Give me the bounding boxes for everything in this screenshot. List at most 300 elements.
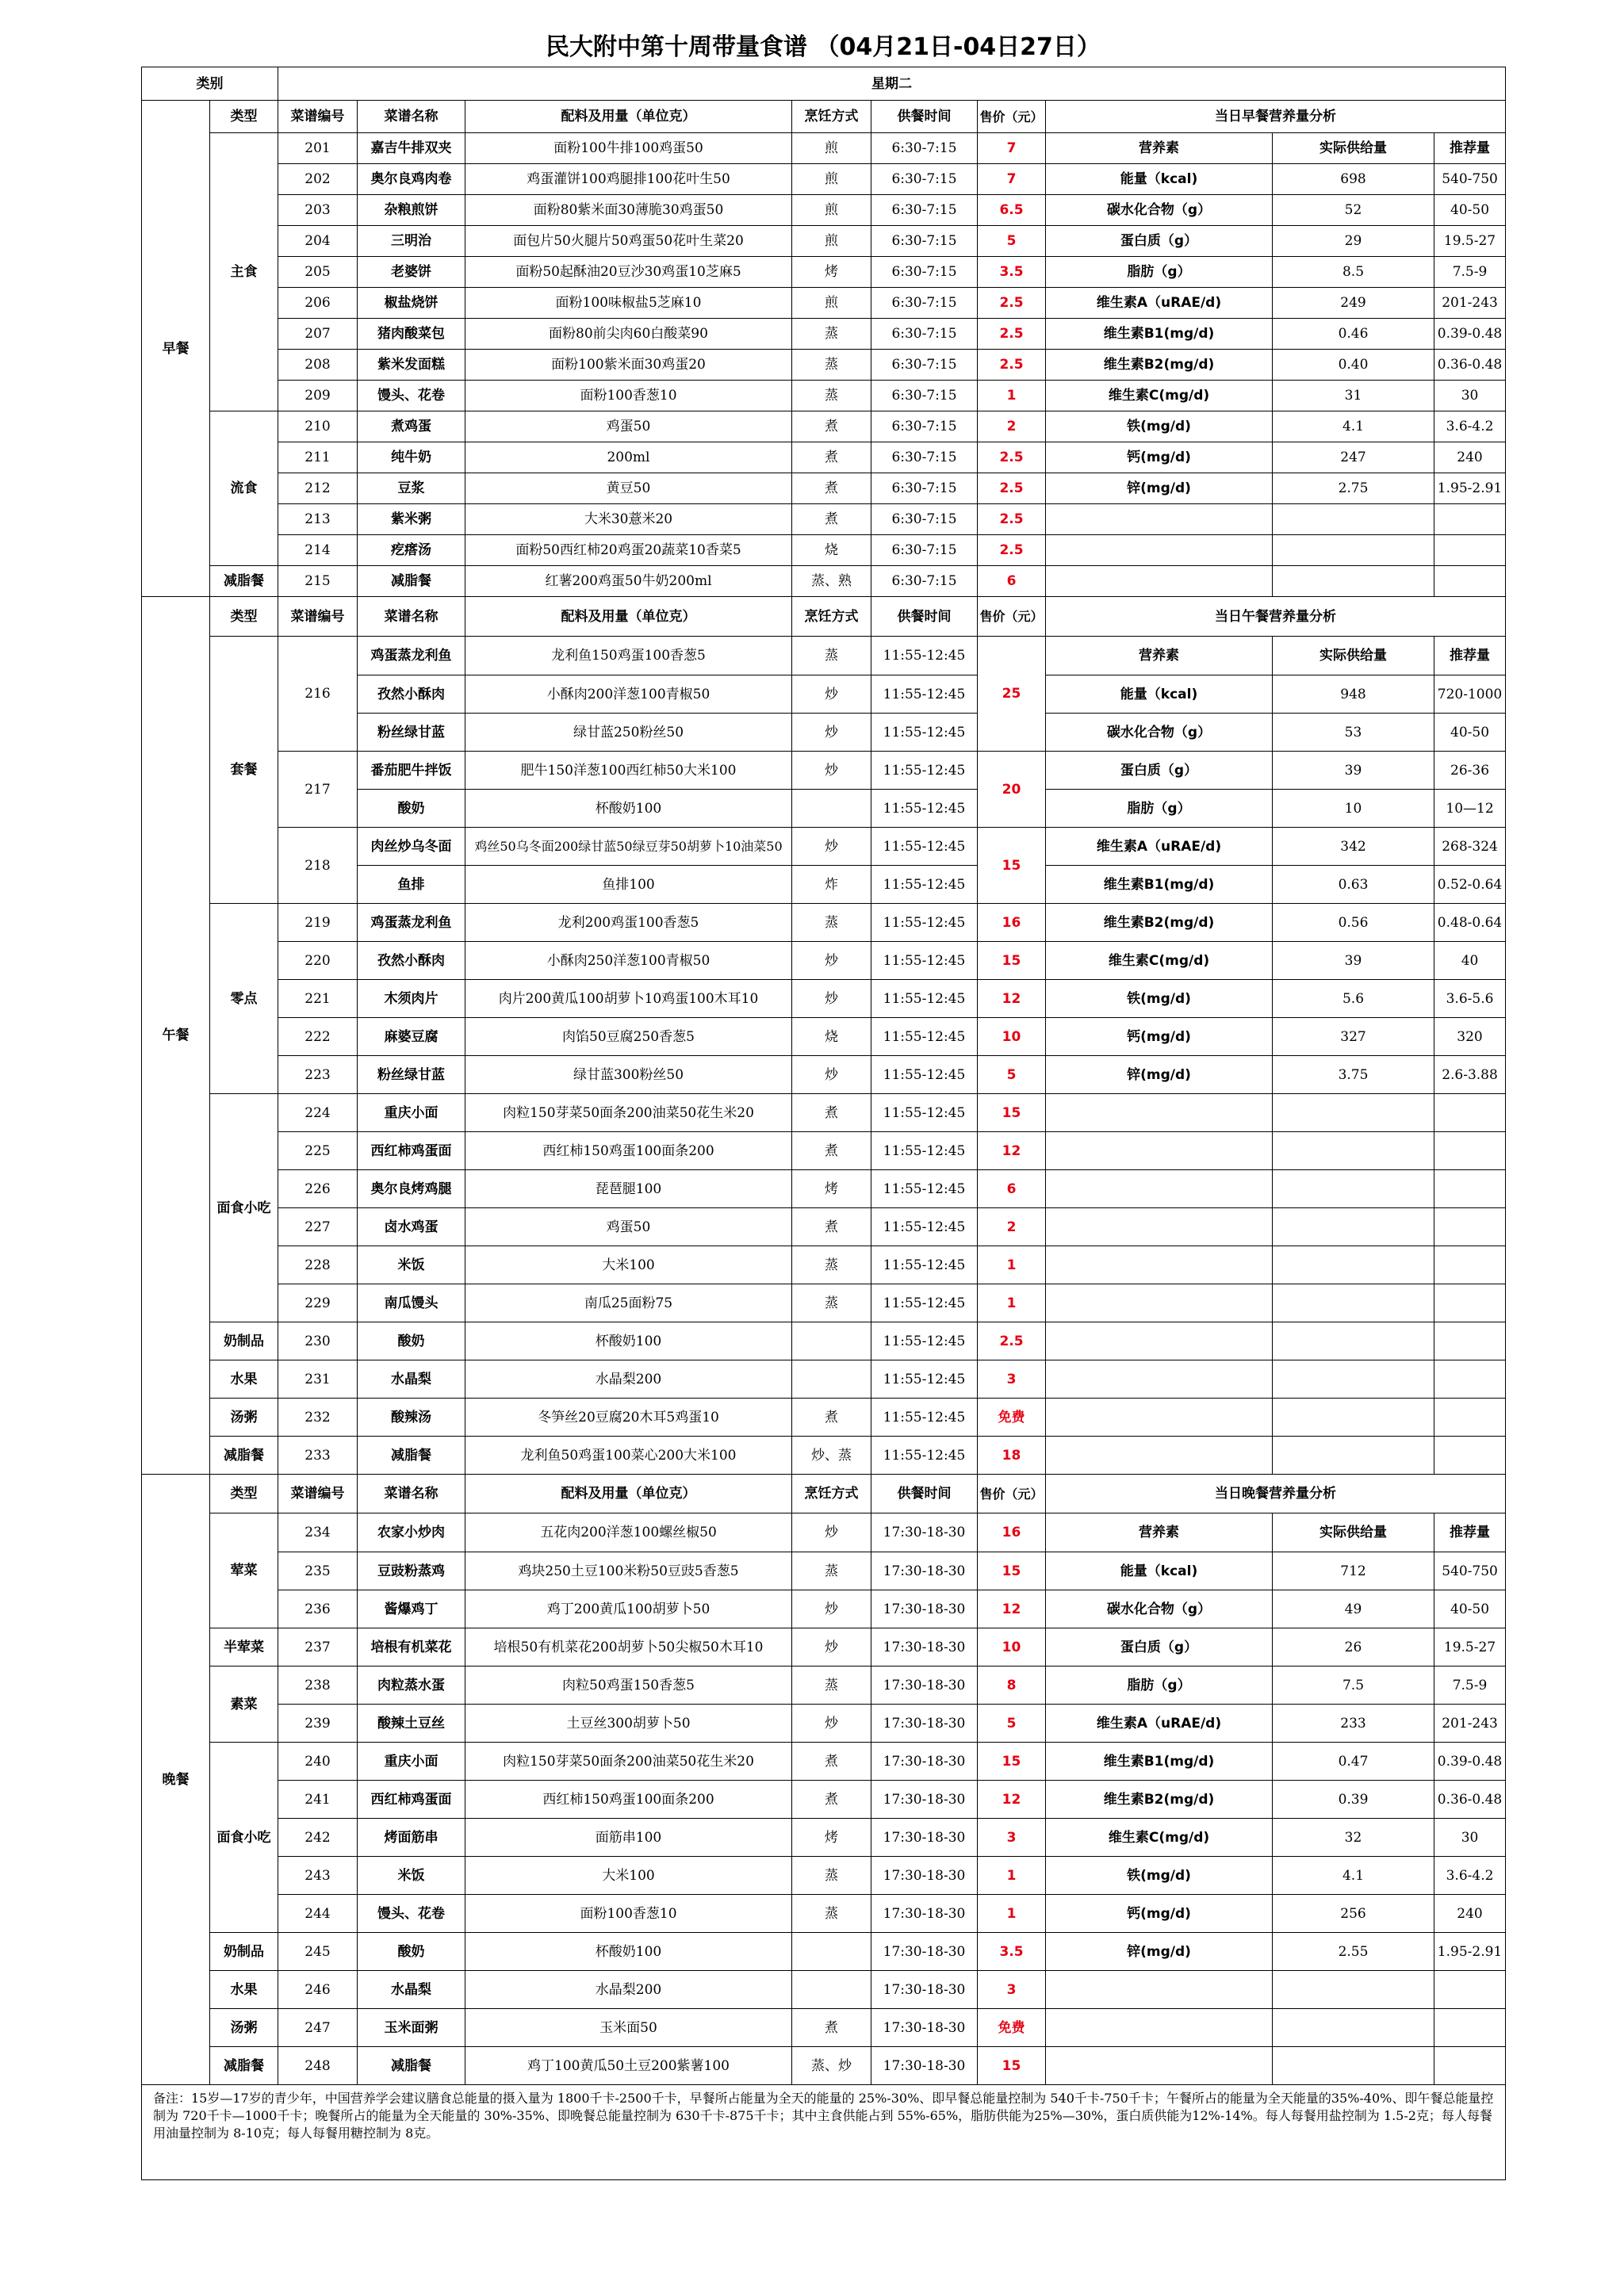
dish-code: 231 [278,1360,358,1399]
dish-name: 馒头、花卷 [358,381,465,411]
nutrient-name: 锌(mg/d) [1046,1933,1273,1971]
dish-name: 粉丝绿甘蓝 [358,1056,465,1094]
dish-ingredients: 鸡块250土豆100米粉50豆豉5香葱5 [465,1552,792,1590]
dish-ingredients: 西红柿150鸡蛋100面条200 [465,1132,792,1170]
dish-price: 6 [978,566,1046,597]
cooking-method: 蒸、炒 [792,2047,871,2085]
nutrient-name: 维生素C(mg/d) [1046,381,1273,411]
table-row [142,597,1506,637]
dish-ingredients: 鱼排100 [465,866,792,904]
dish-name: 米饭 [358,1857,465,1895]
dish-ingredients: 面包片50火腿片50鸡蛋50花叶生菜20 [465,226,792,257]
table-row [142,535,1506,566]
table-cell [1046,1971,1273,2009]
column-header-time: 供餐时间 [871,101,978,133]
dish-name: 鸡蛋蒸龙利鱼 [358,904,465,942]
nutrient-name: 钙(mg/d) [1046,1895,1273,1933]
cooking-method: 蒸 [792,319,871,350]
dish-code: 235 [278,1552,358,1590]
nutrient-actual: 29 [1273,226,1434,257]
column-header-price: 售价（元） [978,597,1046,637]
cooking-method: 炒 [792,1513,871,1552]
dish-price: 2 [978,411,1046,442]
table-row [142,1971,1506,2009]
cooking-method: 蒸 [792,1667,871,1705]
table-cell [1434,1322,1506,1360]
nutrient-name: 脂肪（g） [1046,257,1273,288]
table-cell [1273,1132,1434,1170]
column-header-price: 售价（元） [978,101,1046,133]
dish-name: 重庆小面 [358,1743,465,1781]
dish-ingredients: 鸡蛋50 [465,1208,792,1246]
nutrient-name: 维生素C(mg/d) [1046,942,1273,980]
dish-name: 孜然小酥肉 [358,942,465,980]
serving-time: 17:30-18-30 [871,2047,978,2085]
table-cell [1434,1284,1506,1322]
dish-ingredients: 大米30薏米20 [465,504,792,535]
cooking-method: 炒 [792,1628,871,1667]
table-cell [1273,1170,1434,1208]
dish-ingredients: 鸡蛋灌饼100鸡腿排100花叶生50 [465,164,792,195]
nutrient-recommended: 320 [1434,1018,1506,1056]
dish-code: 233 [278,1437,358,1475]
dish-code: 247 [278,2009,358,2047]
dish-ingredients: 五花肉200洋葱100螺丝椒50 [465,1513,792,1552]
nutrient-name: 铁(mg/d) [1046,980,1273,1018]
dish-ingredients: 面粉100味椒盐5芝麻10 [465,288,792,319]
nutrient-name: 能量（kcal) [1046,1552,1273,1590]
nutrient-name: 维生素B1(mg/d) [1046,1743,1273,1781]
dish-ingredients: 面粉50西红柿20鸡蛋20蔬菜10香菜5 [465,535,792,566]
table-cell [1434,2009,1506,2047]
nutrient-actual: 32 [1273,1819,1434,1857]
table-row [142,2047,1506,2085]
table-row [142,942,1506,980]
dish-ingredients: 琵琶腿100 [465,1170,792,1208]
nutrient-recommended: 1.95-2.91 [1434,1933,1506,1971]
dish-code: 214 [278,535,358,566]
dish-price: 10 [978,1018,1046,1056]
nutrient-recommended: 0.48-0.64 [1434,904,1506,942]
serving-time: 17:30-18-30 [871,1743,978,1781]
nutrient-name: 脂肪（g） [1046,790,1273,828]
nutrient-name: 维生素B2(mg/d) [1046,350,1273,381]
nutrient-actual: 8.5 [1273,257,1434,288]
serving-time: 11:55-12:45 [871,1094,978,1132]
dish-code: 226 [278,1170,358,1208]
dish-name: 纯牛奶 [358,442,465,473]
table-row [142,288,1506,319]
dish-type: 主食 [210,133,278,411]
dish-code: 227 [278,1208,358,1246]
table-cell [1434,1170,1506,1208]
serving-time: 6:30-7:15 [871,164,978,195]
nutrient-recommended: 240 [1434,442,1506,473]
nutrient-actual: 249 [1273,288,1434,319]
nutrient-actual: 0.63 [1273,866,1434,904]
table-row [142,828,1506,866]
cooking-method: 煮 [792,1399,871,1437]
cooking-method: 煎 [792,226,871,257]
table-row [142,1552,1506,1590]
table-row [142,164,1506,195]
nutrient-name: 蛋白质（g） [1046,1628,1273,1667]
dish-ingredients: 肉粒150芽菜50面条200油菜50花生米20 [465,1094,792,1132]
cooking-method [792,1971,871,2009]
nutrient-name: 维生素B1(mg/d) [1046,866,1273,904]
nutrient-actual: 52 [1273,195,1434,226]
dish-name: 西红柿鸡蛋面 [358,1132,465,1170]
nutrient-name: 钙(mg/d) [1046,1018,1273,1056]
actual-header: 实际供给量 [1273,637,1434,675]
column-header-time: 供餐时间 [871,1475,978,1513]
nutrient-actual: 39 [1273,752,1434,790]
table-row [142,1590,1506,1628]
table-cell [1434,535,1506,566]
nutrient-name: 维生素B2(mg/d) [1046,1781,1273,1819]
dish-code: 220 [278,942,358,980]
table-cell [1273,1399,1434,1437]
recommended-header: 推荐量 [1434,133,1506,164]
dish-code: 238 [278,1667,358,1705]
cooking-method: 炸 [792,866,871,904]
dish-ingredients: 面粉100香葱10 [465,381,792,411]
analysis-title: 当日晚餐营养量分析 [1046,1475,1506,1513]
nutrient-actual: 49 [1273,1590,1434,1628]
nutrient-recommended: 40-50 [1434,714,1506,752]
cooking-method: 烤 [792,257,871,288]
table-row [142,1399,1506,1437]
table-row [142,1170,1506,1208]
dish-price: 6 [978,1170,1046,1208]
dish-price: 免费 [978,2009,1046,2047]
meal-label: 午餐 [142,597,210,1475]
dish-ingredients: 玉米面50 [465,2009,792,2047]
dish-type: 面食小吃 [210,1094,278,1322]
nutrient-recommended: 40-50 [1434,1590,1506,1628]
serving-time: 17:30-18-30 [871,1628,978,1667]
table-cell [1273,535,1434,566]
table-cell [1046,1208,1273,1246]
actual-header: 实际供给量 [1273,1513,1434,1552]
dish-price: 1 [978,1246,1046,1284]
set-meal-price: 20 [978,752,1046,828]
dish-name: 酸奶 [358,790,465,828]
table-row [142,1667,1506,1705]
serving-time: 6:30-7:15 [871,350,978,381]
column-header-code: 菜谱编号 [278,1475,358,1513]
dish-name: 麻婆豆腐 [358,1018,465,1056]
dish-name: 椒盐烧饼 [358,288,465,319]
dish-price: 2.5 [978,535,1046,566]
dish-price: 2.5 [978,288,1046,319]
set-meal-code: 218 [278,828,358,904]
dish-type: 零点 [210,904,278,1094]
column-header-method: 烹饪方式 [792,101,871,133]
dish-price: 3 [978,1819,1046,1857]
dish-name: 番茄肥牛拌饭 [358,752,465,790]
dish-price: 1 [978,1284,1046,1322]
dish-name: 疙瘩汤 [358,535,465,566]
dish-price: 1 [978,381,1046,411]
dish-price: 12 [978,1132,1046,1170]
dish-code: 207 [278,319,358,350]
dish-ingredients: 杯酸奶100 [465,1933,792,1971]
table-row [142,1819,1506,1857]
cooking-method: 炒 [792,714,871,752]
serving-time: 11:55-12:45 [871,828,978,866]
dish-type: 减脂餐 [210,2047,278,2085]
nutrient-recommended: 2.6-3.88 [1434,1056,1506,1094]
table-cell [1273,566,1434,597]
cooking-method: 蒸 [792,637,871,675]
dish-price: 15 [978,1743,1046,1781]
dish-ingredients: 肉粒150芽菜50面条200油菜50花生米20 [465,1743,792,1781]
analysis-title: 当日早餐营养量分析 [1046,101,1506,133]
serving-time: 17:30-18-30 [871,1781,978,1819]
table-cell [1273,1094,1434,1132]
nutrient-name: 蛋白质（g） [1046,226,1273,257]
serving-time: 6:30-7:15 [871,133,978,164]
dish-type: 半荤菜 [210,1628,278,1667]
nutrient-recommended: 19.5-27 [1434,226,1506,257]
nutrient-recommended: 3.6-5.6 [1434,980,1506,1018]
dish-ingredients: 200ml [465,442,792,473]
dish-name: 木须肉片 [358,980,465,1018]
set-meal-code: 216 [278,637,358,752]
nutrient-actual: 7.5 [1273,1667,1434,1705]
table-cell [1434,566,1506,597]
nutrient-recommended: 3.6-4.2 [1434,411,1506,442]
recommended-header: 推荐量 [1434,1513,1506,1552]
nutrient-recommended: 0.39-0.48 [1434,1743,1506,1781]
nutrient-actual: 342 [1273,828,1434,866]
serving-time: 17:30-18-30 [871,1895,978,1933]
dish-name: 肉丝炒乌冬面 [358,828,465,866]
table-cell [1434,1971,1506,2009]
meal-label: 晚餐 [142,1475,210,2085]
table-cell [1434,2047,1506,2085]
nutrient-actual: 327 [1273,1018,1434,1056]
dish-ingredients: 水晶梨200 [465,1360,792,1399]
dish-price: 15 [978,942,1046,980]
dish-code: 237 [278,1628,358,1667]
cooking-method: 煎 [792,195,871,226]
cooking-method: 蒸 [792,1246,871,1284]
dish-price: 18 [978,1437,1046,1475]
dish-code: 205 [278,257,358,288]
table-row [142,381,1506,411]
dish-ingredients: 龙利200鸡蛋100香葱5 [465,904,792,942]
dish-code: 245 [278,1933,358,1971]
cooking-method: 煮 [792,1781,871,1819]
table-cell [1046,504,1273,535]
dish-type: 水果 [210,1971,278,2009]
dish-name: 紫米发面糕 [358,350,465,381]
serving-time: 17:30-18-30 [871,2009,978,2047]
dish-name: 卤水鸡蛋 [358,1208,465,1246]
dish-code: 242 [278,1819,358,1857]
dish-name: 水晶梨 [358,1360,465,1399]
dish-name: 豆浆 [358,473,465,504]
table-cell [1273,2047,1434,2085]
cooking-method: 煮 [792,1208,871,1246]
nutrient-header: 营养素 [1046,637,1273,675]
dish-price: 5 [978,1056,1046,1094]
cooking-method [792,1933,871,1971]
table-cell [1273,504,1434,535]
column-header-ingredients: 配料及用量（单位克） [465,597,792,637]
dish-type: 减脂餐 [210,1437,278,1475]
nutrient-actual: 2.75 [1273,473,1434,504]
nutrient-actual: 0.39 [1273,1781,1434,1819]
dish-ingredients: 鸡丁100黄瓜50土豆200紫薯100 [465,2047,792,2085]
dish-code: 243 [278,1857,358,1895]
dish-name: 减脂餐 [358,1437,465,1475]
table-cell [1273,1322,1434,1360]
cooking-method: 煮 [792,1743,871,1781]
nutrient-actual: 10 [1273,790,1434,828]
table-cell [1046,1170,1273,1208]
dish-price: 3.5 [978,257,1046,288]
dish-price: 7 [978,133,1046,164]
serving-time: 11:55-12:45 [871,1208,978,1246]
cooking-method: 炒、蒸 [792,1437,871,1475]
serving-time: 11:55-12:45 [871,1284,978,1322]
table-row [142,904,1506,942]
table-row [142,1705,1506,1743]
dish-price: 5 [978,226,1046,257]
table-row [142,1322,1506,1360]
cooking-method: 煮 [792,504,871,535]
table-row [142,1933,1506,1971]
dish-ingredients: 面粉100香葱10 [465,1895,792,1933]
table-row [142,1895,1506,1933]
nutrient-name: 锌(mg/d) [1046,473,1273,504]
dish-code: 230 [278,1322,358,1360]
nutrient-recommended: 40 [1434,942,1506,980]
nutrient-name: 铁(mg/d) [1046,411,1273,442]
serving-time: 11:55-12:45 [871,1399,978,1437]
table-row [142,1208,1506,1246]
dish-name: 酱爆鸡丁 [358,1590,465,1628]
dish-name: 嘉吉牛排双夹 [358,133,465,164]
nutrient-name: 维生素B2(mg/d) [1046,904,1273,942]
set-meal-price: 15 [978,828,1046,904]
analysis-title: 当日午餐营养量分析 [1046,597,1506,637]
dish-name: 酸奶 [358,1933,465,1971]
dish-ingredients: 肥牛150洋葱100西红柿50大米100 [465,752,792,790]
dish-name: 南瓜馒头 [358,1284,465,1322]
nutrient-recommended: 30 [1434,1819,1506,1857]
table-row [142,319,1506,350]
dish-price: 16 [978,904,1046,942]
nutrient-name: 碳水化合物（g） [1046,714,1273,752]
meal-label: 早餐 [142,101,210,597]
serving-time: 6:30-7:15 [871,411,978,442]
recommended-header: 推荐量 [1434,637,1506,675]
serving-time: 6:30-7:15 [871,504,978,535]
dish-price: 8 [978,1667,1046,1705]
dish-name: 鱼排 [358,866,465,904]
dish-code: 239 [278,1705,358,1743]
table-cell [1046,1132,1273,1170]
dish-code: 203 [278,195,358,226]
table-row [142,1056,1506,1094]
nutrient-name: 蛋白质（g） [1046,752,1273,790]
serving-time: 11:55-12:45 [871,790,978,828]
cooking-method: 蒸 [792,1284,871,1322]
dish-code: 240 [278,1743,358,1781]
table-row [142,504,1506,535]
dish-code: 219 [278,904,358,942]
dish-price: 2.5 [978,350,1046,381]
table-cell [1046,1399,1273,1437]
column-header-type: 类型 [210,1475,278,1513]
dish-price: 1 [978,1895,1046,1933]
dish-code: 248 [278,2047,358,2085]
serving-time: 6:30-7:15 [871,226,978,257]
cooking-method: 炒 [792,1590,871,1628]
nutrient-name: 碳水化合物（g） [1046,195,1273,226]
nutrient-recommended: 7.5-9 [1434,257,1506,288]
dish-price: 1 [978,1857,1046,1895]
table-row [142,1743,1506,1781]
table-row [142,1246,1506,1284]
nutrient-name: 锌(mg/d) [1046,1056,1273,1094]
day-header: 星期二 [278,67,1506,101]
table-cell [1273,1971,1434,2009]
cooking-method: 烤 [792,1819,871,1857]
table-cell [1434,504,1506,535]
table-cell [1046,2009,1273,2047]
serving-time: 11:55-12:45 [871,980,978,1018]
column-header-name: 菜谱名称 [358,101,465,133]
cooking-method: 蒸 [792,1895,871,1933]
serving-time: 17:30-18-30 [871,1513,978,1552]
dish-price: 10 [978,1628,1046,1667]
dish-name: 减脂餐 [358,2047,465,2085]
nutrient-recommended: 0.36-0.48 [1434,350,1506,381]
dish-ingredients: 黄豆50 [465,473,792,504]
serving-time: 6:30-7:15 [871,473,978,504]
dish-code: 208 [278,350,358,381]
table-row [142,195,1506,226]
nutrient-actual: 247 [1273,442,1434,473]
nutrient-name: 维生素B1(mg/d) [1046,319,1273,350]
dish-ingredients: 杯酸奶100 [465,790,792,828]
column-header-type: 类型 [210,101,278,133]
serving-time: 11:55-12:45 [871,1437,978,1475]
nutrient-recommended: 7.5-9 [1434,1667,1506,1705]
nutrient-recommended: 19.5-27 [1434,1628,1506,1667]
table-row [142,1857,1506,1895]
nutrient-name: 维生素C(mg/d) [1046,1819,1273,1857]
dish-name: 鸡蛋蒸龙利鱼 [358,637,465,675]
cooking-method: 煎 [792,133,871,164]
cooking-method: 蒸 [792,381,871,411]
serving-time: 11:55-12:45 [871,942,978,980]
dish-code: 221 [278,980,358,1018]
table-row [142,1360,1506,1399]
nutrient-actual: 698 [1273,164,1434,195]
dish-name: 水晶梨 [358,1971,465,2009]
dish-name: 粉丝绿甘蓝 [358,714,465,752]
dish-price: 2.5 [978,319,1046,350]
menu-table [141,67,1506,2180]
dish-ingredients: 鸡蛋50 [465,411,792,442]
serving-time: 11:55-12:45 [871,1056,978,1094]
